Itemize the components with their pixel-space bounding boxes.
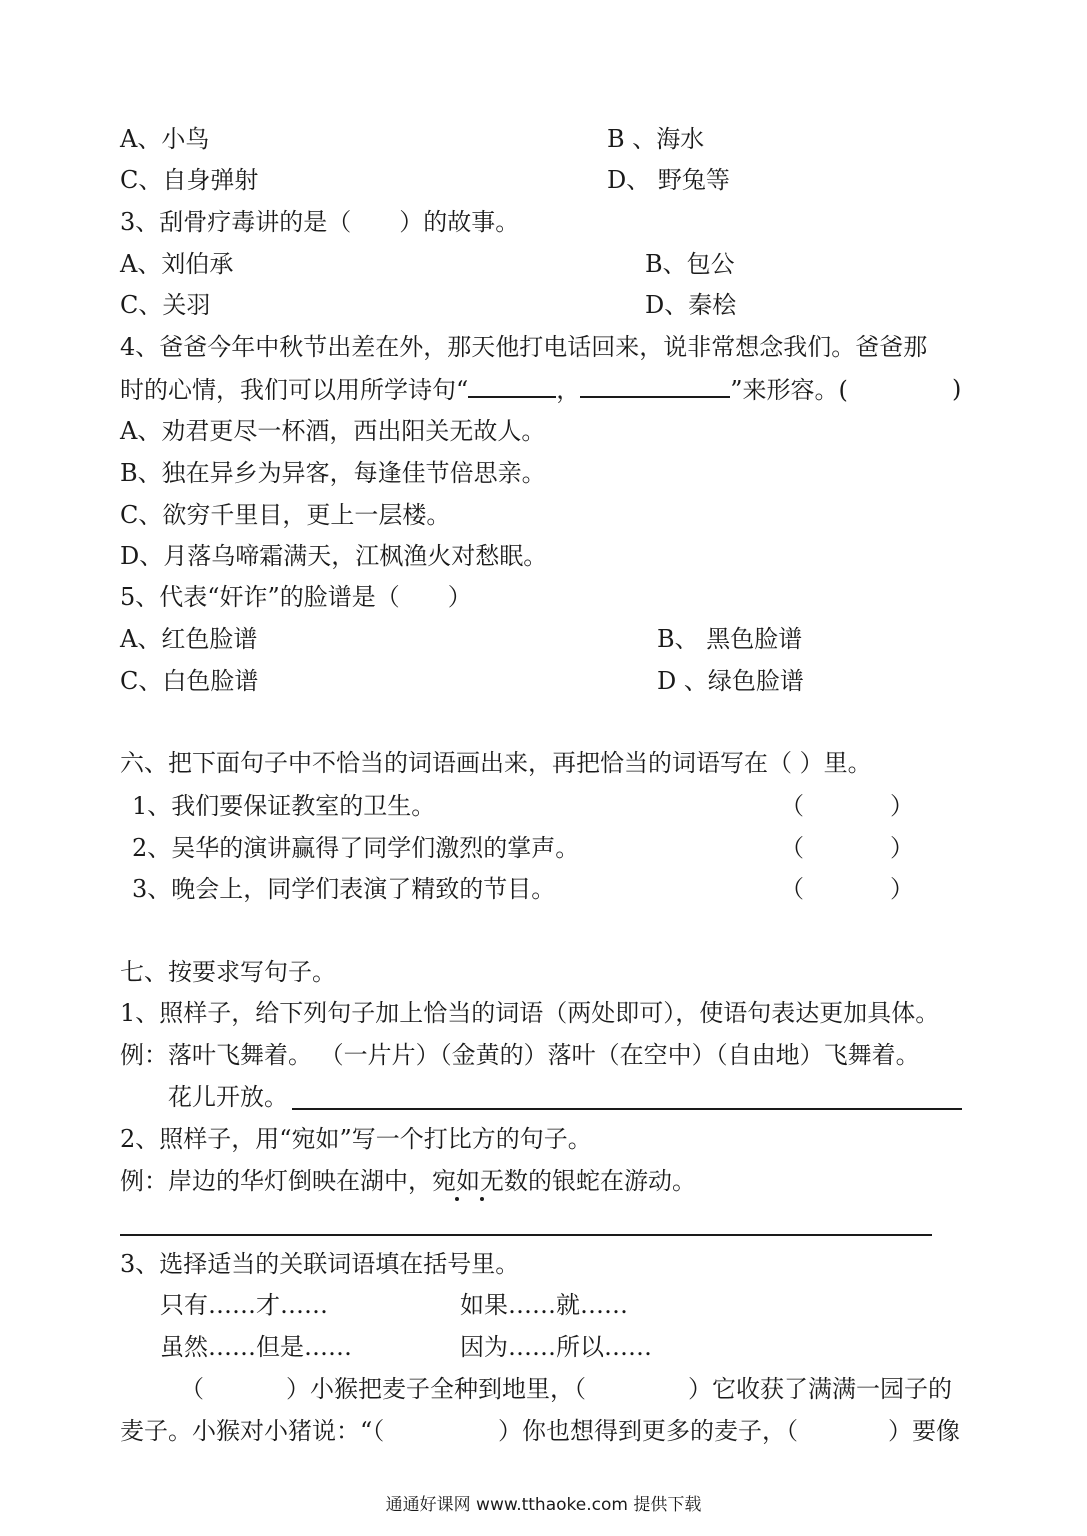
para1-part2: ）小猴把麦子全种到地里，（ [286, 1375, 586, 1403]
q4-option-d: D、月落乌啼霜满天，江枫渔火对愁眠。 [120, 542, 548, 570]
q4-option-a: A、劝君更尽一杯酒，西出阳关无故人。 [120, 417, 546, 445]
q5-option-a: A、红色脸谱 [120, 625, 258, 653]
conj-option-4: 因为……所以…… [460, 1333, 652, 1361]
q4-option-c: C、欲穷千里目，更上一层楼。 [120, 501, 451, 529]
section7-q1-answer-line[interactable] [292, 1108, 962, 1110]
para1-part1: （ [180, 1375, 204, 1403]
q5-option-d: D 、绿色脸谱 [657, 667, 804, 695]
q4-answer-close: ) [952, 375, 962, 403]
section6-title: 六、把下面句子中不恰当的词语画出来，再把恰当的词语写在（ ）里。 [120, 749, 872, 777]
para2-part2: ）你也想得到更多的麦子，（ [498, 1417, 798, 1445]
emphasis-dot-1 [455, 1197, 459, 1201]
section6-item-1-open: （ [780, 792, 804, 820]
q3-option-d: D、秦桧 [645, 291, 737, 319]
para2-part3: ）要像 [888, 1417, 960, 1445]
q4-option-b: B、独在异乡为异客，每逢佳节倍思亲。 [120, 459, 546, 487]
section6-item-1-close: ） [890, 792, 914, 820]
q4-stem-line2 [120, 374, 848, 405]
q4-blank-2[interactable] [580, 374, 730, 398]
section6-item-3-open: （ [780, 875, 804, 903]
q5-stem: 5、代表“奸诈”的脸谱是（ ） [120, 583, 472, 611]
q5-option-c: C、白色脸谱 [120, 667, 259, 695]
q4-stem-end: ”来形容。( [730, 376, 848, 404]
emphasis-dot-2 [480, 1197, 484, 1201]
section7-q1-stem: 1、照样子，给下列句子加上恰当的词语（两处即可），使语句表达更加具体。 [120, 999, 940, 1027]
q5-option-b: B、 黑色脸谱 [657, 625, 803, 653]
q4-stem-start: 时的心情，我们可以用所学诗句“ [120, 376, 469, 404]
q2-option-c: C、自身弹射 [120, 166, 259, 194]
section7-q1-example: 例：落叶飞舞着。 （一片片）（金黄的）落叶（在空中）（自由地）飞舞着。 [120, 1041, 920, 1069]
section6-item-3: 3、晚会上，同学们表演了精致的节目。 [132, 875, 556, 903]
section7-title: 七、按要求写句子。 [120, 958, 336, 986]
q3-stem: 3、刮骨疗毒讲的是（ ）的故事。 [120, 208, 520, 236]
q3-option-b: B、包公 [645, 250, 735, 278]
conj-option-2: 如果……就…… [460, 1291, 628, 1319]
conj-option-3: 虽然……但是…… [160, 1333, 352, 1361]
section7-q3-stem: 3、选择适当的关联词语填在括号里。 [120, 1250, 520, 1278]
para2-part1: 麦子。小猴对小猪说：“（ [120, 1417, 385, 1445]
q2-option-a: A、小鸟 [120, 125, 210, 153]
section6-item-2: 2、吴华的演讲赢得了同学们激烈的掌声。 [132, 834, 580, 862]
q4-blank-1[interactable] [468, 374, 556, 398]
q4-stem-line1: 4、爸爸今年中秋节出差在外，那天他打电话回来，说非常想念我们。爸爸那 [120, 333, 928, 361]
section6-item-1: 1、我们要保证教室的卫生。 [132, 792, 436, 820]
q2-option-b: B 、海水 [607, 125, 705, 153]
section7-q2-stem: 2、照样子，用“宛如”写一个打比方的句子。 [120, 1125, 592, 1153]
section7-q2-answer-line[interactable] [120, 1234, 932, 1236]
section7-q2-example: 例：岸边的华灯倒映在湖中，宛如无数的银蛇在游动。 [120, 1167, 696, 1195]
conj-option-1: 只有……才…… [160, 1291, 328, 1319]
section6-item-2-open: （ [780, 834, 804, 862]
section6-item-2-close: ） [890, 834, 914, 862]
page-footer: 通通好课网 www.tthaoke.com 提供下载 [385, 1495, 702, 1515]
section6-item-3-close: ） [890, 875, 914, 903]
q2-option-d: D、 野兔等 [607, 166, 730, 194]
para1-part3: ）它收获了满满一园子的 [688, 1375, 952, 1403]
q4-comma: ， [556, 376, 581, 404]
section7-q1-prompt: 花儿开放。 [168, 1083, 288, 1111]
q3-option-a: A、刘伯承 [120, 250, 234, 278]
q3-option-c: C、关羽 [120, 291, 211, 319]
